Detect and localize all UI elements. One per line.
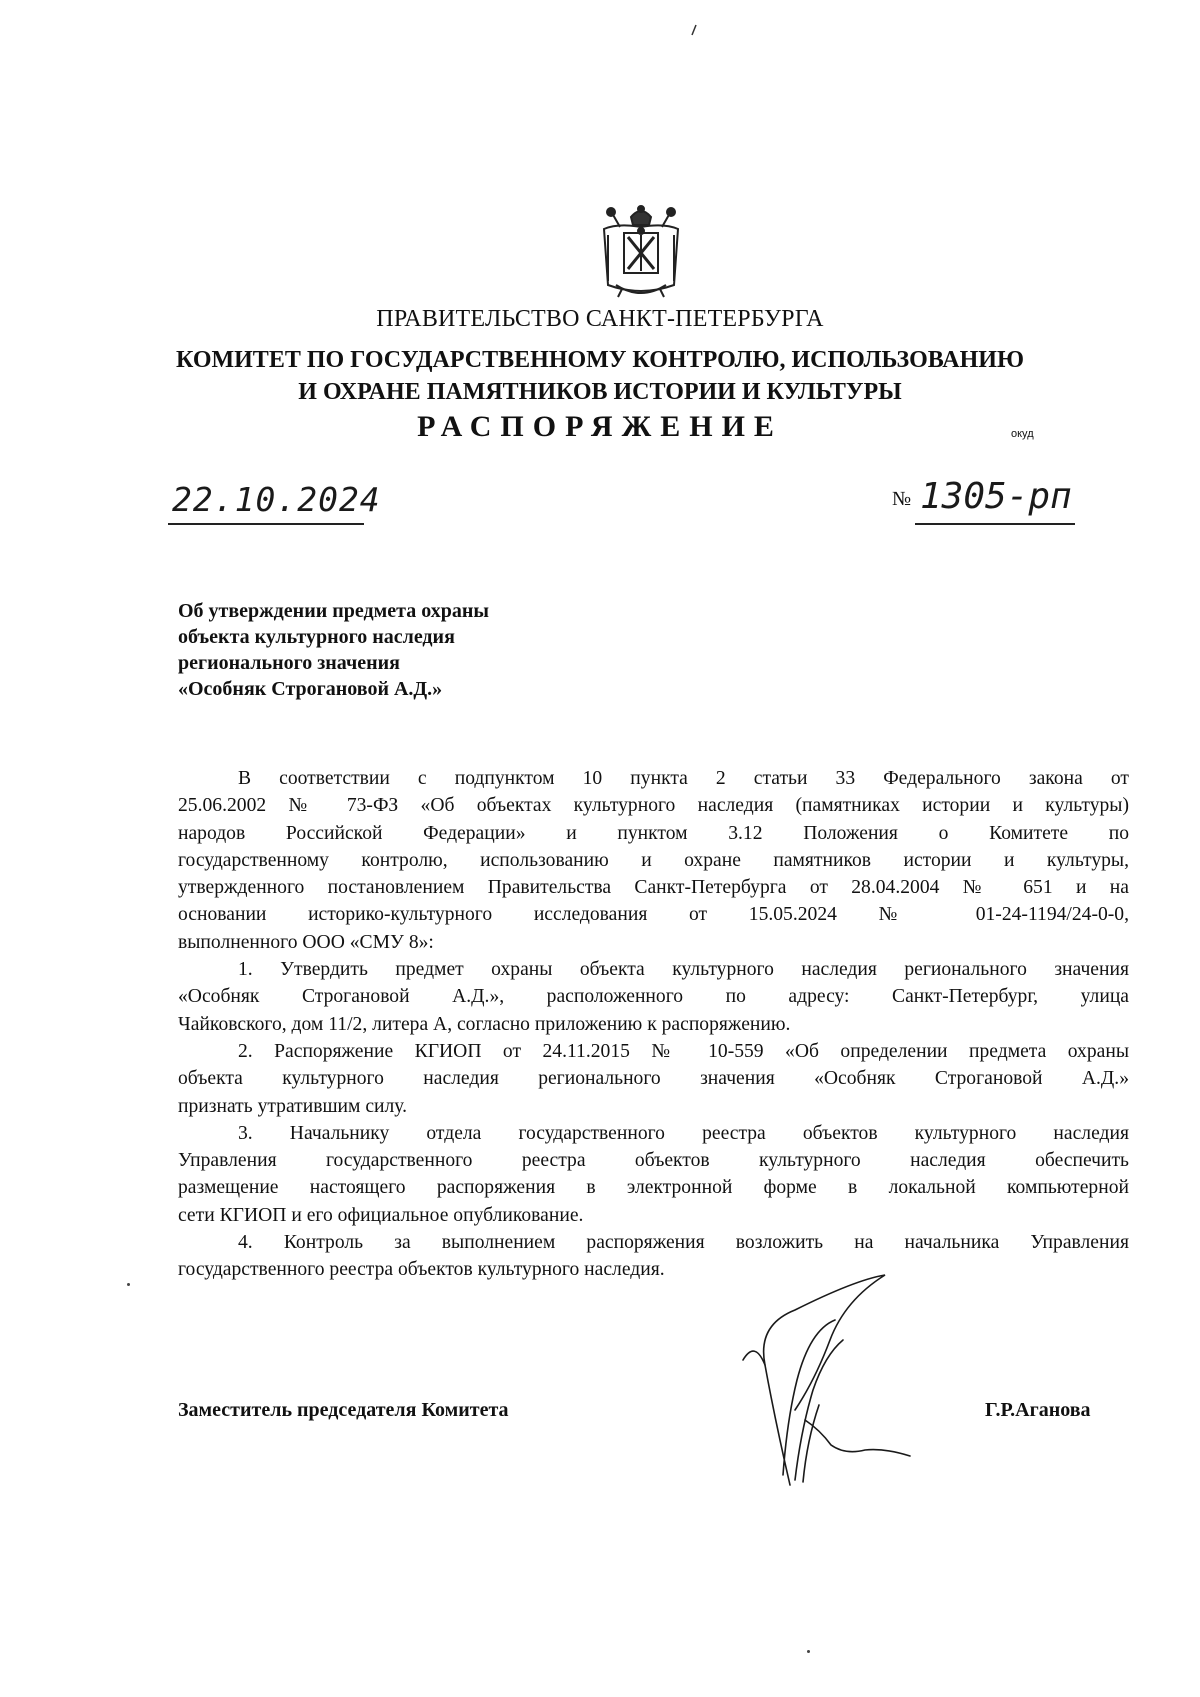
preamble-line: утвержденного постановлением Правительства Санкт-Петербурга от 28.04.2004 № 651 и на	[178, 877, 1129, 899]
item-4-line: государственного реестра объектов культурного наследия.	[178, 1259, 665, 1281]
item-1-line: «Особняк Строгановой А.Д.», расположенного по адресу: Санкт-Петербург, улица	[178, 986, 1129, 1008]
committee-line-1: КОМИТЕТ ПО ГОСУДАРСТВЕННОМУ КОНТРОЛЮ, ИСПОЛЬЗОВАНИЮ	[176, 347, 1024, 373]
document-number: 1305-рп	[920, 476, 1072, 517]
scan-speck	[807, 1650, 810, 1653]
subject-line: регионального значения	[178, 652, 400, 674]
stray-mark-icon	[690, 24, 698, 36]
document-type: РАСПОРЯЖЕНИЕ	[417, 410, 783, 443]
preamble-line: выполненного ООО «СМУ 8»:	[178, 931, 434, 953]
item-3-line: сети КГИОП и его официальное опубликование.	[178, 1204, 584, 1226]
document-date: 22.10.2024	[172, 480, 381, 519]
subject-line: Об утверждении предмета охраны	[178, 600, 489, 622]
signatory-name: Г.Р.Аганова	[985, 1399, 1091, 1421]
number-underline	[915, 523, 1075, 525]
item-4-line: 4. Контроль за выполнением распоряжения возложить на начальника Управления	[238, 1232, 1129, 1254]
subject-line: «Особняк Строгановой А.Д.»	[178, 678, 443, 700]
item-3-line: размещение настоящего распоряжения в электронной форме в локальной компьютерной	[178, 1177, 1129, 1199]
okud-label: окуд	[1011, 428, 1034, 440]
item-2-line: признать утратившим силу.	[178, 1095, 408, 1117]
handwritten-signature-icon	[735, 1270, 940, 1490]
item-1-line: Чайковского, дом 11/2, литера А, согласно приложению к распоряжению.	[178, 1013, 791, 1035]
item-1-line: 1. Утвердить предмет охраны объекта культурного наследия регионального значения	[238, 959, 1129, 981]
document-body	[178, 765, 1129, 1284]
committee-line-2: И ОХРАНЕ ПАМЯТНИКОВ ИСТОРИИ И КУЛЬТУРЫ	[298, 379, 902, 405]
coat-of-arms-icon	[598, 205, 684, 301]
government-name: ПРАВИТЕЛЬСТВО САНКТ-ПЕТЕРБУРГА	[376, 306, 824, 332]
preamble-line: народов Российской Федерации» и пунктом 3.12 Положения о Комитете по	[178, 822, 1129, 844]
item-3-line: Управления государственного реестра объектов культурного наследия обеспечить	[178, 1150, 1129, 1172]
item-2-line: 2. Распоряжение КГИОП от 24.11.2015 № 10-559 «Об определении предмета охраны	[238, 1040, 1129, 1062]
number-sign: №	[892, 488, 912, 510]
preamble-line: В соответствии с подпунктом 10 пункта 2 статьи 33 Федерального закона от	[238, 768, 1129, 789]
committee-name	[0, 344, 1200, 408]
scan-speck	[127, 1283, 130, 1286]
document-subject	[178, 598, 489, 702]
signatory-position: Заместитель председателя Комитета	[178, 1399, 509, 1421]
preamble-line: основании историко-культурного исследования от 15.05.2024 № 01-24-1194/24-0-0,	[178, 904, 1129, 926]
date-underline	[168, 523, 364, 525]
item-3-line: 3. Начальнику отдела государственного реестра объектов культурного наследия	[238, 1122, 1129, 1144]
preamble-line: 25.06.2002 № 73-ФЗ «Об объектах культурного наследия (памятниках истории и культуры)	[178, 795, 1129, 817]
item-2-line: объекта культурного наследия регионального значения «Особняк Строгановой А.Д.»	[178, 1068, 1129, 1090]
preamble-line: государственному контролю, использованию и охране памятников истории и культуры,	[178, 849, 1129, 871]
subject-line: объекта культурного наследия	[178, 626, 455, 648]
